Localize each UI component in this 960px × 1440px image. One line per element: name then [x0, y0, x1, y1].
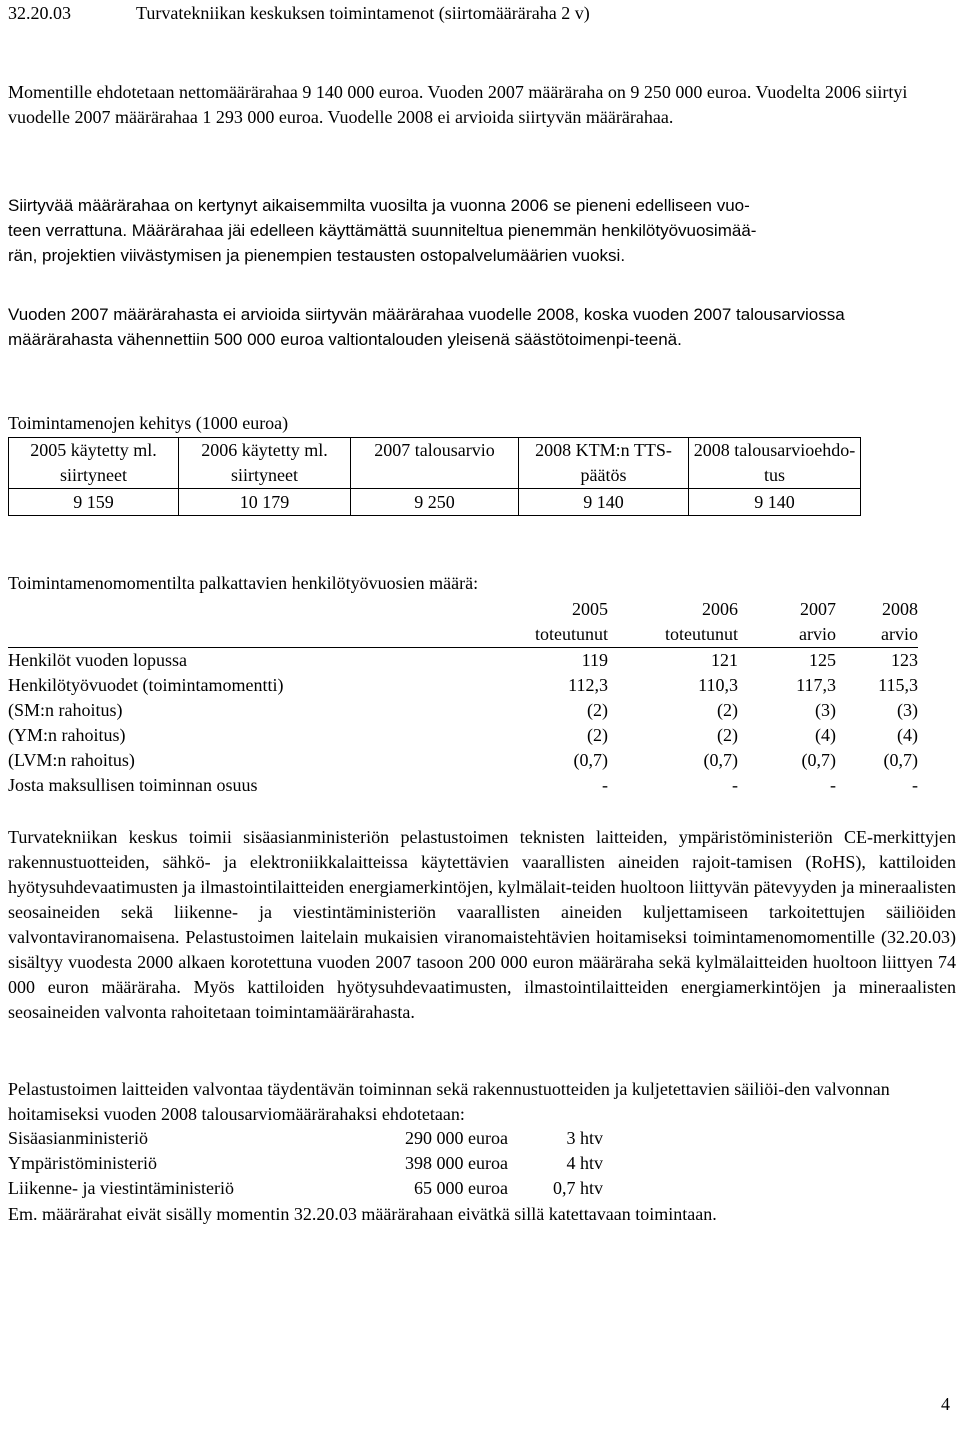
staff-value: - [602, 775, 608, 795]
section-title: Turvatekniikan keskuksen toimintamenot (siirtomääräraha 2 v) [136, 3, 590, 23]
kehitys-header-cell: 2005 käytetty ml. siirtyneet [9, 438, 179, 489]
staff-row-label: Henkilötyövuodet (toimintamomentti) [8, 675, 284, 695]
staff-value: - [830, 775, 836, 795]
table-row [8, 773, 918, 798]
staff-value: (3) [897, 700, 918, 720]
allocation-htv: 4 htv [566, 1153, 603, 1173]
staff-value: - [732, 775, 738, 795]
kehitys-header-cell: 2008 KTM:n TTS-päätös [519, 438, 689, 489]
staff-value: 110,3 [698, 675, 738, 695]
staff-value: 115,3 [878, 675, 918, 695]
staff-row-label: (SM:n rahoitus) [8, 700, 123, 720]
paragraph-savings: Vuoden 2007 määrärahasta ei arvioida siirtyvän määrärahaa vuodelle 2008, koska vuoden 2007 talousarviossa määrärahasta vähennettiin 500 000 euroa valtiontalouden yleisenä säästötoimenpi-teenä. [8, 305, 845, 349]
staff-year-cell: 2008 [882, 599, 918, 619]
list-item [8, 1151, 603, 1176]
staff-value: 125 [809, 650, 836, 670]
allocation-ministry: Liikenne- ja viestintäministeriö [8, 1178, 234, 1198]
staff-value: - [912, 775, 918, 795]
closing-note: Em. määrärahat eivät sisälly momentin 32.20.03 määrärahaan eivätkä sillä katettavaan toimintaan. [8, 1204, 717, 1224]
staff-row-label: (YM:n rahoitus) [8, 725, 126, 745]
carryover-line-2a: teen verrattuna. [8, 221, 128, 240]
kehitys-value-cell: 9 140 [519, 489, 689, 516]
kehitys-header-cell: 2008 talousarvioehdo-tus [689, 438, 861, 489]
staff-value: 123 [891, 650, 918, 670]
list-item [8, 1126, 603, 1151]
staff-value: (4) [815, 725, 836, 745]
carryover-line-3: rän, projektien viivästymisen ja pienempien testausten ostopalvelumäärien vuoksi. [8, 246, 626, 265]
kehitys-header-row [9, 438, 861, 489]
staff-value: 117,3 [796, 675, 836, 695]
staff-value: (2) [587, 725, 608, 745]
paragraph-authority: Turvatekniikan keskus toimii sisäasianministeriön pelastustoimen teknisten laitteiden, ympäristöministeriön CE-merkittyjen rakennustuotteiden, sähkö- ja elektroniikkalaitteissa käytettävien vaarallisten aineiden rajoit-tamisen (RoHS), kattiloiden hyötysuhdevaatimusten ja ilmastointilaitteiden energiamerkintöjen, kylmälait-teiden huoltoon liittyvän pätevyyden ja mineraalisten seosaineiden sekä liikenne- ja viestintäministeriön vaarallisten aineiden kuljettamiseen tarkoitettujen säiliöiden valvontaviranomaisena. Pelastustoimen laitelain mukaisien viranomaistehtävien hoitamiseksi toimintamenomomentille (32.20.03) sisältyy vuodesta 2000 alkaen korotettuna vuoden 2007 tasoon 200 000 euron määräraha sekä kylmälaitteiden huoltoon liittyen 74 000 euron määräraha. Myös kattiloiden hyötysuhdevaatimusten, ilmastointilaitteiden energiamerkintöjen ja mineraalisten seosaineiden valvonta rahoitetaan toimintamäärärahasta. [8, 827, 956, 1022]
allocation-htv: 0,7 htv [552, 1178, 603, 1198]
staff-sub-row [8, 622, 918, 648]
table-row [8, 748, 918, 773]
table-row [8, 673, 918, 698]
staff-sub-cell: arvio [738, 622, 836, 648]
staff-row-label: Henkilöt vuoden lopussa [8, 650, 187, 670]
staff-year-cell: 2005 [572, 599, 608, 619]
paragraph-appropriation: Momentille ehdotetaan nettomäärärahaa 9 140 000 euroa. Vuoden 2007 määräraha on 9 250 000 euroa. Vuodelta 2006 siirtyi vuodelle 2007 määrärahaa 1 293 000 euroa. Vuodelle 2008 ei arvioida siirtyvän määrärahaa. [8, 82, 908, 127]
staff-value: (2) [717, 725, 738, 745]
kehitys-header-cell: 2006 käytetty ml. siirtyneet [179, 438, 351, 489]
staff-table [8, 597, 918, 798]
page-number: 4 [941, 1394, 950, 1414]
table-row [8, 698, 918, 723]
staff-value: (0,7) [703, 750, 738, 770]
staff-year-cell: 2006 [702, 599, 738, 619]
section-heading [8, 0, 948, 26]
staff-year-row [8, 597, 918, 622]
staff-sub-cell: arvio [836, 622, 918, 648]
carryover-line-2b: Määrärahaa jäi edelleen käyttämättä suunniteltua pienemmän henkilötyövuosimää- [127, 221, 757, 240]
staff-row-label: Josta maksullisen toiminnan osuus [8, 775, 258, 795]
paragraph-carryover [8, 193, 953, 268]
staff-value: (0,7) [883, 750, 918, 770]
staff-value: (2) [587, 700, 608, 720]
kehitys-header-cell: 2007 talousarvio [351, 438, 519, 489]
paragraph-proposal: Pelastustoimen laitteiden valvontaa täydentävän toiminnan sekä rakennustuotteiden ja kuljetettavien säiliöi-den valvonnan hoitamiseksi vuoden 2008 talousarviomäärärahaksi ehdotetaan: [8, 1079, 890, 1124]
allocation-amount: 65 000 euroa [414, 1178, 508, 1198]
kehitys-title: Toimintamenojen kehitys (1000 euroa) [8, 413, 289, 433]
carryover-line-1: Siirtyvää määrärahaa on kertynyt aikaisemmilta vuosilta ja vuonna 2006 se pieneni edelliseen vuo- [8, 196, 750, 215]
allocation-amount: 398 000 euroa [405, 1153, 508, 1173]
section-number: 32.20.03 [8, 3, 71, 23]
kehitys-value-row [9, 489, 861, 516]
staff-title: Toimintamenomomentilta palkattavien henkilötyövuosien määrä: [8, 573, 479, 593]
staff-value: 119 [581, 650, 608, 670]
list-item [8, 1176, 603, 1201]
allocation-htv: 3 htv [566, 1128, 603, 1148]
allocation-ministry: Ympäristöministeriö [8, 1153, 157, 1173]
staff-value: (2) [717, 700, 738, 720]
kehitys-value-cell: 9 250 [351, 489, 519, 516]
kehitys-value-cell: 9 140 [689, 489, 861, 516]
staff-value: (0,7) [801, 750, 836, 770]
allocation-table [8, 1126, 603, 1201]
kehitys-value-cell: 9 159 [9, 489, 179, 516]
staff-value: (4) [897, 725, 918, 745]
allocation-ministry: Sisäasianministeriö [8, 1128, 148, 1148]
allocation-amount: 290 000 euroa [405, 1128, 508, 1148]
staff-value: (3) [815, 700, 836, 720]
table-row [8, 723, 918, 748]
staff-value: 121 [711, 650, 738, 670]
staff-sub-cell: toteutunut [498, 622, 608, 648]
staff-row-label: (LVM:n rahoitus) [8, 750, 135, 770]
staff-value: (0,7) [573, 750, 608, 770]
staff-year-cell: 2007 [800, 599, 836, 619]
staff-value: 112,3 [568, 675, 608, 695]
kehitys-table [8, 437, 861, 516]
table-row [8, 648, 918, 674]
kehitys-value-cell: 10 179 [179, 489, 351, 516]
staff-sub-cell: toteutunut [608, 622, 738, 648]
